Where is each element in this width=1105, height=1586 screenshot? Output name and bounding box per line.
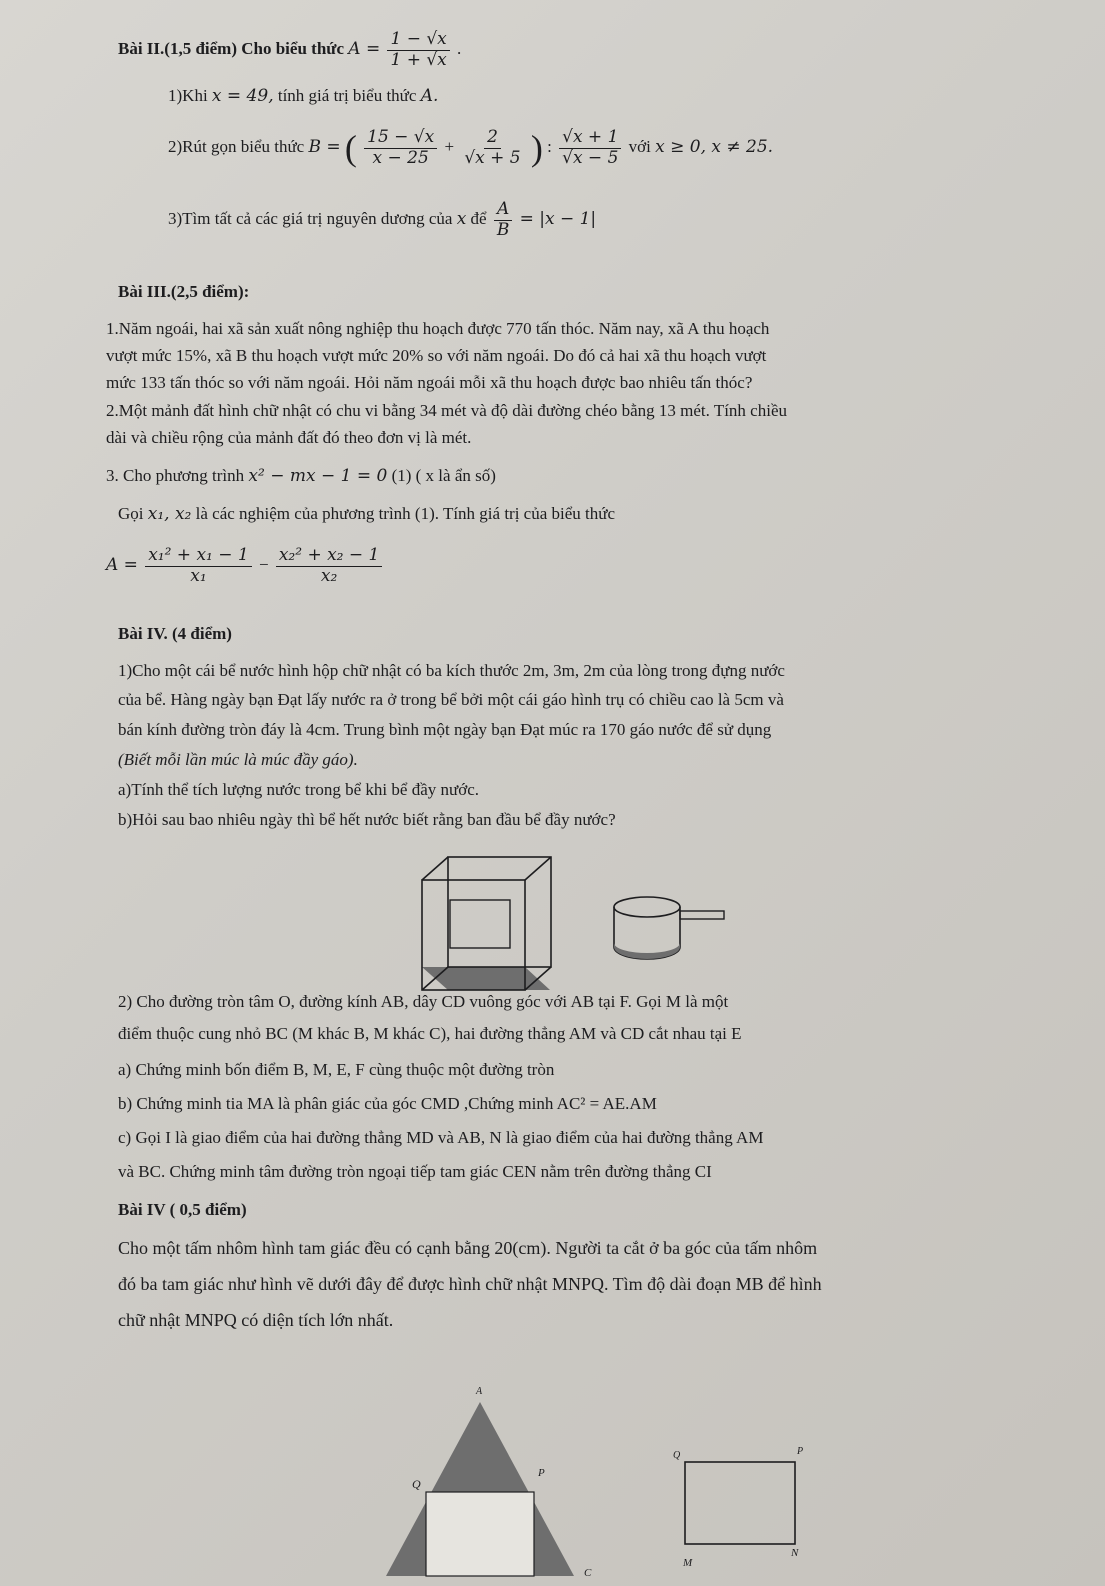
scoop-water (614, 943, 680, 959)
b3-p2-l1: 2.Một mảnh đất hình chữ nhật có chu vi bằng 34 mét và độ dài đường chéo bằng 13 mét. Tính chiều (106, 401, 787, 420)
b2-q3-rhs: = |x − 1| (519, 208, 597, 229)
b4-p2-c: c) Gọi I là giao điểm của hai đường thẳng MD và AB, N là giao điểm của hai đường thẳng AM (118, 1128, 764, 1147)
b2-q3-x: x (456, 208, 467, 229)
label-Q2: Q (673, 1450, 681, 1461)
tank-edge-tr (525, 857, 551, 880)
b3-p3-tail: (1) ( x là ẩn số) (391, 466, 496, 485)
b2-q2-f1n: 15 − √x (364, 128, 437, 149)
b2-q3-fd: B (496, 219, 510, 240)
b2-q2-frac2 (461, 128, 523, 168)
b2-q2-f3n: √x + 1 (559, 128, 621, 149)
b2-q3-fn: A (494, 200, 512, 221)
b2-A-lhs: A = (348, 38, 381, 59)
b4-p1-l1: 1)Cho một cái bể nước hình hộp chữ nhật có ba kích thước 2m, 3m, 2m của lòng trong đựng nước (118, 661, 785, 680)
b3-p3-A: A = (106, 554, 138, 575)
b3-p3-f2d: x₂ (320, 565, 338, 586)
b2-q2-lparen: ( (344, 128, 357, 169)
b2-q2-text: 2)Rút gọn biểu thức (168, 136, 305, 156)
b4-p1-l3: bán kính đường tròn đáy là 4cm. Trung bình một ngày bạn Đạt múc ra 170 gáo nước để sử dụng (118, 720, 772, 739)
label-Q: Q (412, 1477, 421, 1491)
b2-q2-B: B = (308, 136, 341, 157)
tank-inner-rect (450, 900, 510, 948)
b2-q3 (168, 200, 596, 240)
b2-q2-div: : (547, 136, 552, 156)
b2-A-den: 1 + √x (390, 49, 447, 70)
b3-p1-l1: 1.Năm ngoái, hai xã sản xuất nông nghiệp thu hoạch được 770 tấn thóc. Năm nay, xã A thu hoạch (106, 319, 770, 338)
b4-pb: b)Hỏi sau bao nhiêu ngày thì bể hết nước biết rằng ban đầu bể đầy nước? (118, 810, 616, 829)
tank-edge-tl (422, 857, 448, 880)
b3-p3-frac2 (276, 546, 383, 586)
b3-p3-l2m: x₁, x₂ (147, 504, 192, 524)
water-tank-figure (410, 855, 560, 1000)
b2-A-num: 1 − √x (387, 30, 449, 51)
tank-back-face (448, 857, 551, 967)
b4-p2-b: b) Chứng minh tia MA là phân giác của góc CMD ,Chứng minh AC² = AE.AM (118, 1094, 657, 1113)
b2-q2-f1d: x − 25 (372, 147, 429, 168)
b3-p2-l2: dài và chiều rộng của mảnh đất đó theo đơn vị là mét. (106, 428, 472, 447)
b4-p2-l1: 2) Cho đường tròn tâm O, đường kính AB, dây CD vuông góc với AB tại F. Gọi M là một (118, 992, 729, 1011)
b4-pa: a)Tính thể tích lượng nước trong bể khi bể đầy nước. (118, 780, 479, 799)
b2-q1-A: A. (420, 86, 439, 106)
b2-q2-plus: + (444, 136, 455, 156)
b2-q2-cond: x ≥ 0, x ≠ 25. (655, 136, 774, 157)
b2-q2-f3d: √x − 5 (562, 147, 619, 168)
b2-q2-f2d: √x + 5 (464, 147, 521, 168)
b3-p1-l2: vượt mức 15%, xã B thu hoạch vượt mức 20% so với năm ngoái. Do đó cả hai xã thu hoạch vượt (106, 346, 767, 365)
cut-rectangle (426, 1492, 534, 1576)
b2-q2-f2n: 2 (484, 128, 501, 149)
b2-q1-text: 1)Khi (168, 86, 208, 105)
b3-p3-frac1 (145, 546, 252, 586)
b3-p3-minus: − (258, 554, 269, 574)
b3-p3-l2b: là các nghiệm của phương trình (1). Tính giá trị của biểu thức (195, 504, 616, 523)
b3-p3-formula (106, 546, 385, 586)
scoop-figure (610, 895, 735, 975)
b3-p3-f2n: x₂² + x₂ − 1 (276, 546, 383, 567)
b2-q1-tail: tính giá trị biểu thức (277, 86, 417, 105)
b2-A-fraction (387, 30, 449, 70)
b4-title: Bài IV. (4 điểm) (118, 624, 232, 643)
b3-p3 (106, 466, 496, 486)
b5-l1: Cho một tấm nhôm hình tam giác đều có cạnh bằng 20(cm). Người ta cắt ở ba góc của tấm nhôm (118, 1238, 818, 1258)
b3-p3-eq: x² − mx − 1 = 0 (248, 466, 388, 486)
b3-title: Bài III.(2,5 điểm): (118, 282, 250, 301)
b4-p2-c2: và BC. Chứng minh tâm đường tròn ngoại tiếp tam giác CEN nằm trên đường thẳng CI (118, 1162, 712, 1181)
b3-p3-f1d: x₁ (190, 565, 207, 586)
b5-l3: chữ nhật MNPQ có diện tích lớn nhất. (118, 1310, 394, 1330)
b2-q2-rparen: ) (530, 128, 543, 169)
b2-q2 (168, 128, 773, 168)
label-P: P (538, 1467, 545, 1479)
b4-p2-l2: điểm thuộc cung nhỏ BC (M khác B, M khác C), hai đường thẳng AM và CD cắt nhau tại E (118, 1024, 742, 1043)
b2-q3-frac (494, 200, 513, 240)
b2-q3-de: để (470, 208, 487, 228)
b4-p2-a: a) Chứng minh bốn điểm B, M, E, F cùng thuộc một đường tròn (118, 1060, 555, 1079)
rectangle-mnpq-figure (665, 1440, 825, 1586)
label-C: C (584, 1567, 592, 1579)
rect-mnpq (685, 1462, 795, 1544)
b5-l2: đó ba tam giác như hình vẽ dưới đây để được hình chữ nhật MNPQ. Tìm độ dài đoạn MB để hình (118, 1274, 822, 1294)
b2-q2-with: với (628, 136, 651, 156)
label-P2: P (797, 1446, 804, 1457)
b2-q1 (168, 86, 438, 106)
b3-p1-l3: mức 133 tấn thóc so với năm ngoái. Hỏi năm ngoái mỗi xã thu hoạch được bao nhiêu tấn thóc? (106, 373, 753, 392)
b3-p3-f1n: x₁² + x₁ − 1 (145, 546, 252, 567)
b3-p3-l2a: Gọi (118, 504, 144, 523)
label-A: A (476, 1386, 483, 1397)
label-N: N (791, 1547, 799, 1559)
b2-q1-math: x = 49, (211, 86, 274, 106)
b2-q2-frac1 (364, 128, 437, 168)
b5-title: Bài IV ( 0,5 điểm) (118, 1200, 247, 1219)
triangle-figure (372, 1380, 602, 1580)
b4-p1-l2: của bể. Hàng ngày bạn Đạt lấy nước ra ở trong bể bởi một cái gáo hình trụ có chiều cao là 5cm và (118, 690, 784, 709)
b2-title-line (118, 30, 461, 70)
b2-q3-text: 3)Tìm tất cả các giá trị nguyên dương của (168, 208, 453, 228)
tank-water-bottom (422, 967, 550, 990)
b2-title: Bài II.(1,5 điểm) Cho biểu thức (118, 38, 345, 58)
scoop-rim (614, 897, 680, 917)
b2-q2-frac3 (559, 128, 621, 168)
b2-A-end: . (457, 38, 462, 58)
label-M: M (683, 1557, 693, 1569)
b3-p3-text: 3. Cho phương trình (106, 466, 245, 485)
b4-p1-l4: (Biết mỗi lần múc là múc đầy gáo). (118, 750, 358, 769)
b3-p3-l2 (118, 504, 615, 524)
scoop-handle (680, 911, 724, 919)
